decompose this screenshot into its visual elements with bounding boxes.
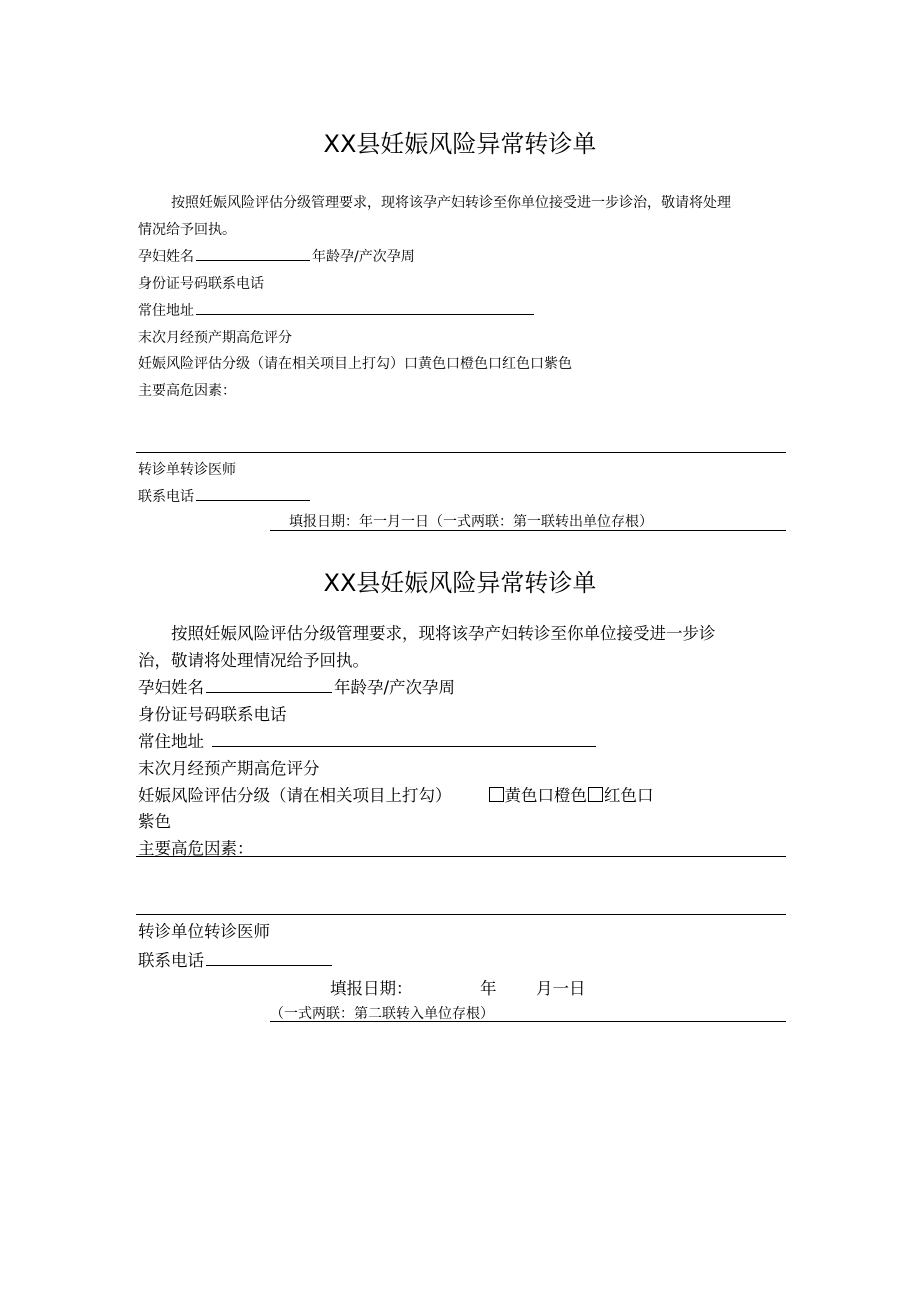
form2-factors-divider bbox=[136, 914, 786, 915]
form2-name-field[interactable] bbox=[206, 691, 332, 693]
form2-risk-purple[interactable]: 紫色 bbox=[138, 812, 171, 831]
form2-name-label: 孕妇姓名 bbox=[138, 678, 204, 697]
form1-intro-line1: 按照妊娠风险评估分级管理要求，现将该孕产妇转诊至你单位接受进一步诊治，敬请将处理 bbox=[171, 195, 731, 211]
form2-address-row bbox=[138, 728, 598, 752]
form1-title: XX县妊娠风险异常转诊单 bbox=[323, 130, 597, 158]
form1-risk-label: 妊娠风险评估分级（请在相关项目上打勾） bbox=[138, 356, 404, 372]
form1-bottom-rule bbox=[270, 530, 786, 531]
form2-phone-label: 联系电话 bbox=[138, 951, 204, 970]
form2-risk-row bbox=[138, 782, 654, 806]
form1-phone-field[interactable] bbox=[196, 499, 310, 501]
form1-date-line: 填报日期：年一月一日（一式两联：第一联转出单位存根） bbox=[289, 514, 653, 530]
form1-phone-row bbox=[138, 486, 312, 506]
form1-address-field[interactable] bbox=[196, 313, 534, 315]
form2-factors-rule bbox=[136, 856, 786, 857]
form1-address-label: 常住地址 bbox=[138, 303, 194, 319]
form2-risk-yellow[interactable]: 黄色 bbox=[504, 786, 538, 805]
form1-lmp-label: 末次月经预产期高危评分 bbox=[138, 330, 292, 346]
form1-factors-divider bbox=[136, 452, 786, 453]
form1-id-label: 身份证号码联系电话 bbox=[138, 276, 264, 292]
form1-risk-red[interactable]: 口红色 bbox=[488, 356, 530, 372]
form2-year-label: 年 bbox=[480, 979, 497, 998]
form2-red-checkbox[interactable] bbox=[588, 787, 603, 802]
form1-name-row bbox=[138, 246, 415, 266]
form1-phone-label: 联系电话 bbox=[138, 489, 194, 505]
form2-risk-red[interactable]: 红色口 bbox=[604, 786, 654, 805]
form2-address-label: 常住地址 bbox=[138, 732, 204, 751]
form1-risk-purple[interactable]: 口紫色 bbox=[530, 356, 572, 372]
form1-intro-line2: 情况给予回执。 bbox=[138, 222, 236, 238]
form2-id-label: 身份证号码联系电话 bbox=[138, 705, 287, 724]
form2-month-day-label: 月一日 bbox=[536, 979, 586, 998]
form2-copy-note: （一式两联：第二联转入单位存根） bbox=[270, 1006, 494, 1022]
form2-age-label: 年龄孕/产次孕周 bbox=[334, 678, 456, 697]
form2-phone-row bbox=[138, 947, 334, 971]
form2-phone-field[interactable] bbox=[206, 964, 332, 966]
form2-risk-label: 妊娠风险评估分级（请在相关项目上打勾） bbox=[138, 786, 452, 805]
form2-date-label: 填报日期： bbox=[330, 979, 413, 998]
form2-address-field[interactable] bbox=[212, 745, 596, 747]
form2-yellow-checkbox[interactable] bbox=[489, 787, 504, 802]
form2-risk-orange[interactable]: 口橙色 bbox=[537, 786, 587, 805]
form2-intro-line2: 治，敬请将处理情况给予回执。 bbox=[138, 651, 369, 670]
form1-risk-yellow[interactable]: 口黄色 bbox=[404, 356, 446, 372]
form2-doctor-label: 转诊单位转诊医师 bbox=[138, 922, 270, 941]
form2-bottom-rule bbox=[270, 1021, 786, 1022]
form1-doctor-label: 转诊单转诊医师 bbox=[138, 462, 236, 478]
form1-address-row bbox=[138, 300, 536, 320]
form2-factors-label: 主要高危因素： bbox=[138, 839, 254, 858]
form2-title: XX县妊娠风险异常转诊单 bbox=[323, 569, 597, 597]
form1-risk-orange[interactable]: 口橙色 bbox=[446, 356, 488, 372]
form2-name-row bbox=[138, 674, 455, 698]
form1-name-field[interactable] bbox=[196, 259, 310, 261]
form1-name-label: 孕妇姓名 bbox=[138, 249, 194, 265]
form1-risk-row bbox=[138, 353, 572, 373]
form1-factors-label: 主要高危因素： bbox=[138, 383, 236, 399]
form2-intro-line1: 按照妊娠风险评估分级管理要求，现将该孕产妇转诊至你单位接受进一步诊 bbox=[171, 624, 716, 643]
form1-age-label: 年龄孕/产次孕周 bbox=[312, 249, 415, 265]
form2-lmp-label: 末次月经预产期高危评分 bbox=[138, 759, 320, 778]
